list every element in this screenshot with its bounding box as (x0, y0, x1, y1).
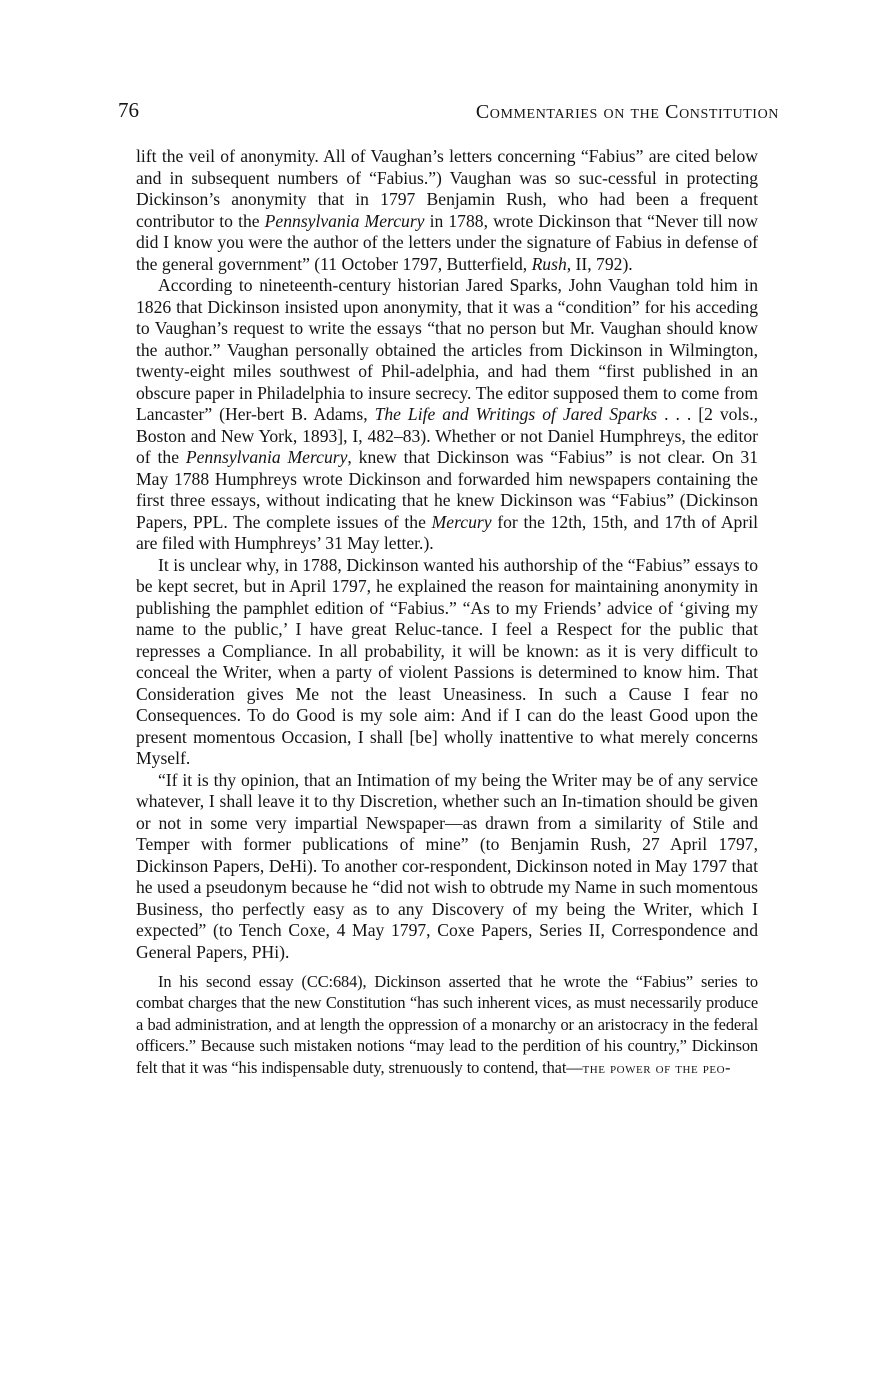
paragraph-5: In his second essay (CC:684), Dickinson asserted that he wrote the “Fabius” series to combat charges that the new Constitution “has such inherent vices, as must necessarily produce a bad administration, and at length the oppression of a monarchy or an aristocracy in the federal officers.” Because such mistaken notions “may lead to the perdition of his country,” Dickinson felt that it was “his indispensable duty, strenuously to contend, that—the power of the peo- (136, 972, 758, 1077)
journal-title: Pennsylvania Mercury (264, 210, 425, 231)
running-head: Commentaries on the Constitution (475, 101, 779, 123)
body-text (136, 146, 758, 1078)
paragraph-2: According to nineteenth-century historian Jared Sparks, John Vaughan told him in 1826 that Dickinson insisted upon anonymity, that it was a “condition” for his acceding to Vaughan’s request to write the essays “that no person but Mr. Vaughan should know the author.” Vaughan personally obtained the articles from Dickinson in Wilmington, twenty-eight miles southwest of Phil-adelphia, and had them “first published in an obscure paper in Philadelphia to insure secrecy. The editor supposed them to come from Lancaster” (Her-bert B. Adams, The Life and Writings of Jared Sparks . . . [2 vols., Boston and New York, 1893], I, 482–83). Whether or not Daniel Humphreys, the editor of the Pennsylvania Mercury, knew that Dickinson was “Fabius” is not clear. On 31 May 1788 Humphreys wrote Dickinson and forwarded him newspapers containing the first three essays, without indicating that he knew Dickinson was “Fabius” (Dickinson Papers, PPL. The complete issues of the Mercury for the 12th, 15th, and 17th of April are filed with Humphreys’ 31 May letter.). (136, 275, 758, 553)
paragraph-1: lift the veil of anonymity. All of Vaughan’s letters concerning “Fabius” are cited below and in subsequent numbers of “Fabius.”) Vaughan was so suc-cessful in protecting Dickinson’s anonymity that in 1797 Benjamin Rush, who had been a frequent contributor to the Pennsylvania Mercury in 1788, wrote Dickinson that “Never till now did I know you were the author of the letters under the signature of Fabius in defense of the general government” (11 October 1797, Butterfield, Rush, II, 792). (136, 146, 758, 274)
journal-title: Pennsylvania Mercury (185, 447, 348, 467)
paragraph-3: It is unclear why, in 1788, Dickinson wanted his authorship of the “Fabius” essays to be kept secret, but in April 1797, he explained the reason for maintaining anonymity in publishing the pamphlet edition of “Fabius.” “As to my Friends’ advice of ‘giving my name to the public,’ I have great Reluc-tance. I feel a Respect for the public that represses a Compliance. In all probability, it will be known: as it is very difficult to conceal the Writer, when a party of violent Passions is determined to know him. That Consideration gives Me not the least Uneasiness. In such a Cause I fear no Consequences. To do Good is my sole aim: And if I can do the least Good upon the present momentous Occasion, I shall [be] wholly inattentive to what merely concerns Myself. (136, 554, 758, 768)
journal-title: Mercury (431, 511, 492, 532)
book-title: The Life and Writings of Jared Sparks (374, 404, 658, 424)
book-title: Rush (531, 253, 567, 274)
paragraph-4: “If it is thy opinion, that an Intimation of my being the Writer may be of any service whatever, I shall leave it to thy Discretion, whether such an In-timation should be given or not in some very impartial Newspaper—as drawn from a similarity of Stile and Temper with former publications of mine” (to Benjamin Rush, 27 April 1797, Dickinson Papers, DeHi). To another cor-respondent, Dickinson noted in May 1797 that he used a pseudonym because he “did not wish to obtrude my Name in such momentous Business, tho perfectly easy as to any Discovery of my being the Writer, which I expected” (to Tench Coxe, 4 May 1797, Coxe Papers, Series II, Correspondence and General Papers, PHi). (136, 769, 759, 962)
small-caps-phrase: the power of the peo- (582, 1057, 732, 1077)
page-number: 76 (118, 98, 139, 122)
